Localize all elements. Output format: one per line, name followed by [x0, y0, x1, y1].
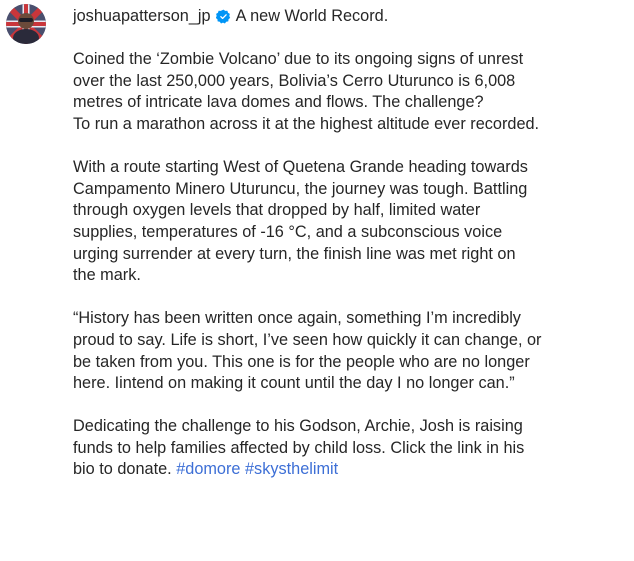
username-link[interactable]: joshuapatterson_jp — [73, 7, 211, 25]
verified-badge-icon — [216, 9, 231, 24]
caption-headline: A new World Record. — [235, 7, 389, 25]
caption-header — [73, 6, 629, 28]
avatar-photo-icon — [6, 4, 46, 44]
caption-paragraph-1: Coined the ‘Zombie Volcano’ due to its ongoing signs of unrest over the last 250,000 years, Bolivia’s Cerro Uturunco is 6,008 metres of intricate lava domes and flows. The challenge? To run a marathon across it at the highest altitude ever recorded. — [73, 50, 540, 133]
profile-avatar[interactable] — [6, 4, 46, 44]
caption-paragraph-4 — [73, 416, 629, 481]
hashtag-link[interactable]: #domore — [176, 460, 241, 479]
caption-paragraph-3: “History has been written once again, something I’m incredibly proud to say. Life is short, I’ve seen how quickly it can change, or be taken from you. This one is for the people who are no longer here. Iintend on making it count until the day I no longer can.” — [73, 309, 542, 393]
hashtag-link[interactable]: #skysthelimit — [245, 460, 339, 479]
caption-text — [73, 6, 629, 481]
caption-paragraph-4-text: Dedicating the challenge to his Godson, Archie, Josh is raising funds to help families affected by child loss. Click the link in his bio to donate. — [73, 417, 525, 479]
caption-paragraph-2: With a route starting West of Quetena Grande heading towards Campamento Minero Uturuncu, the journey was tough. Battling through oxygen levels that dropped by half, limited water supplies, temperatures of -16 °C, and a subconscious voice urging surrender at every turn, the finish line was met right on the mark. — [73, 158, 528, 285]
